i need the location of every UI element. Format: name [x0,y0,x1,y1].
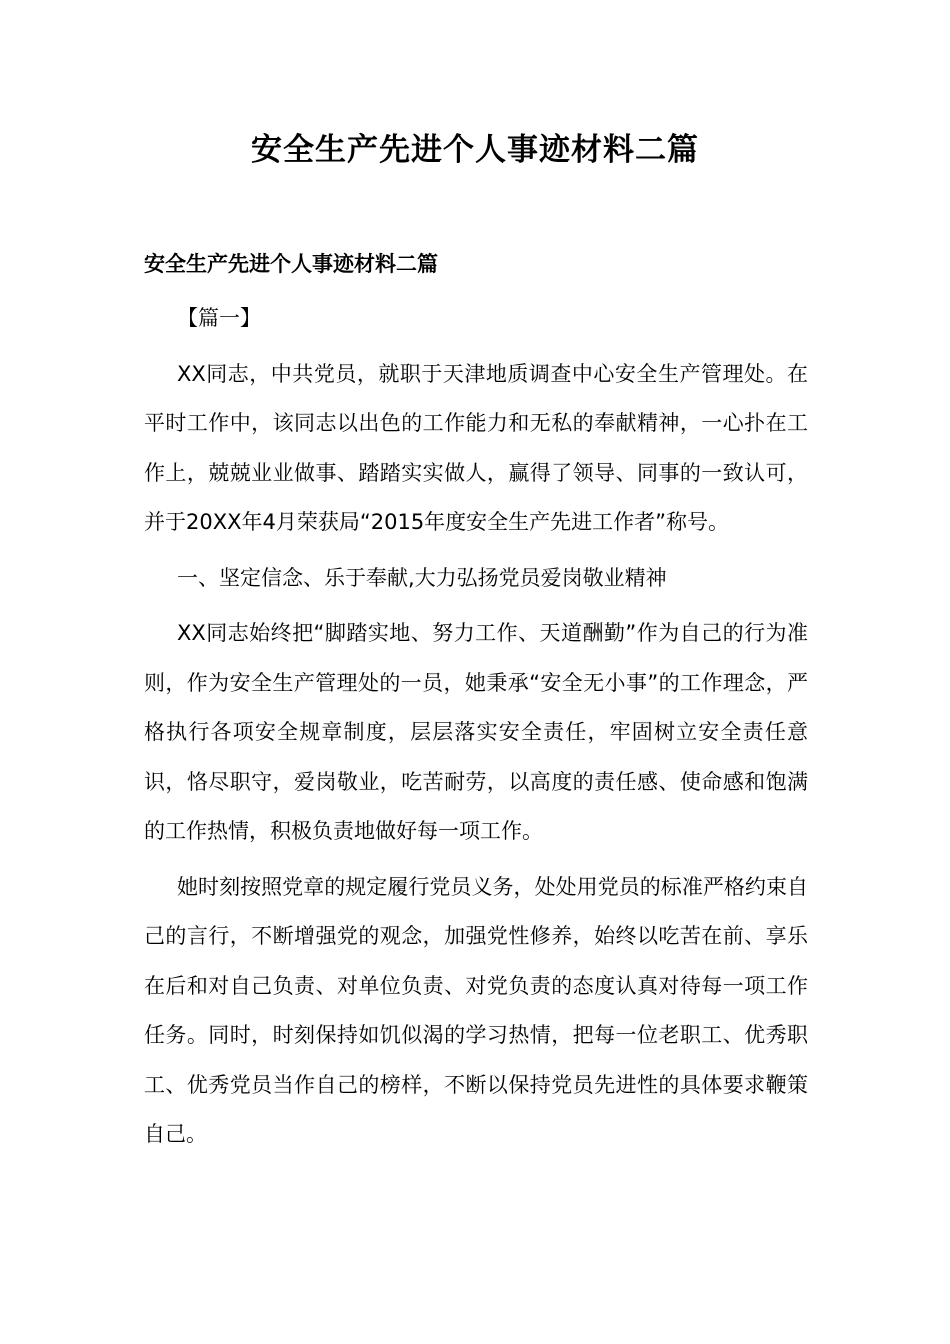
section-heading: 一、坚定信念、乐于奉献,大力弘扬党员爱岗敬业精神 [177,565,667,590]
document-title: 安全生产先进个人事迹材料二篇 [251,132,699,168]
document-body [144,240,808,1166]
paragraph-section-marker: 【篇一】 [177,306,261,330]
paragraph-intro: XX同志，中共党员，就职于天津地质调查中心安全生产管理处。在平时工作中，该同志以出色的工作能力和无私的奉献精神，一心扑在工作上，兢兢业业做事、踏踏实实做人，赢得了领导、同事的一致认可，并于20XX年4月荣获局“2015年度安全生产先进工作者”称号。 [144,361,808,534]
document-subtitle: 安全生产先进个人事迹材料二篇 [144,252,438,276]
paragraph-body: XX同志始终把“脚踏实地、努力工作、天道酬勤”作为自己的行为准则，作为安全生产管理处的一员，她秉承“安全无小事”的工作理念，严格执行各项安全规章制度，层层落实安全责任，牢固树立安全责任意识，恪尽职守，爱岗敬业，吃苦耐劳，以高度的责任感、使命感和饱满的工作热情，积极负责地做好每一项工作。 [144,621,808,843]
paragraph-body: 她时刻按照党章的规定履行党员义务，处处用党员的标准严格约束自己的言行，不断增强党的观念，加强党性修养，始终以吃苦在前、享乐在后和对自己负责、对单位负责、对党负责的态度认真对待每一项工作任务。同时，时刻保持如饥似渴的学习热情，把每一位老职工、优秀职工、优秀党员当作自己的榜样，不断以保持党员先进性的具体要求鞭策自己。 [144,874,808,1146]
